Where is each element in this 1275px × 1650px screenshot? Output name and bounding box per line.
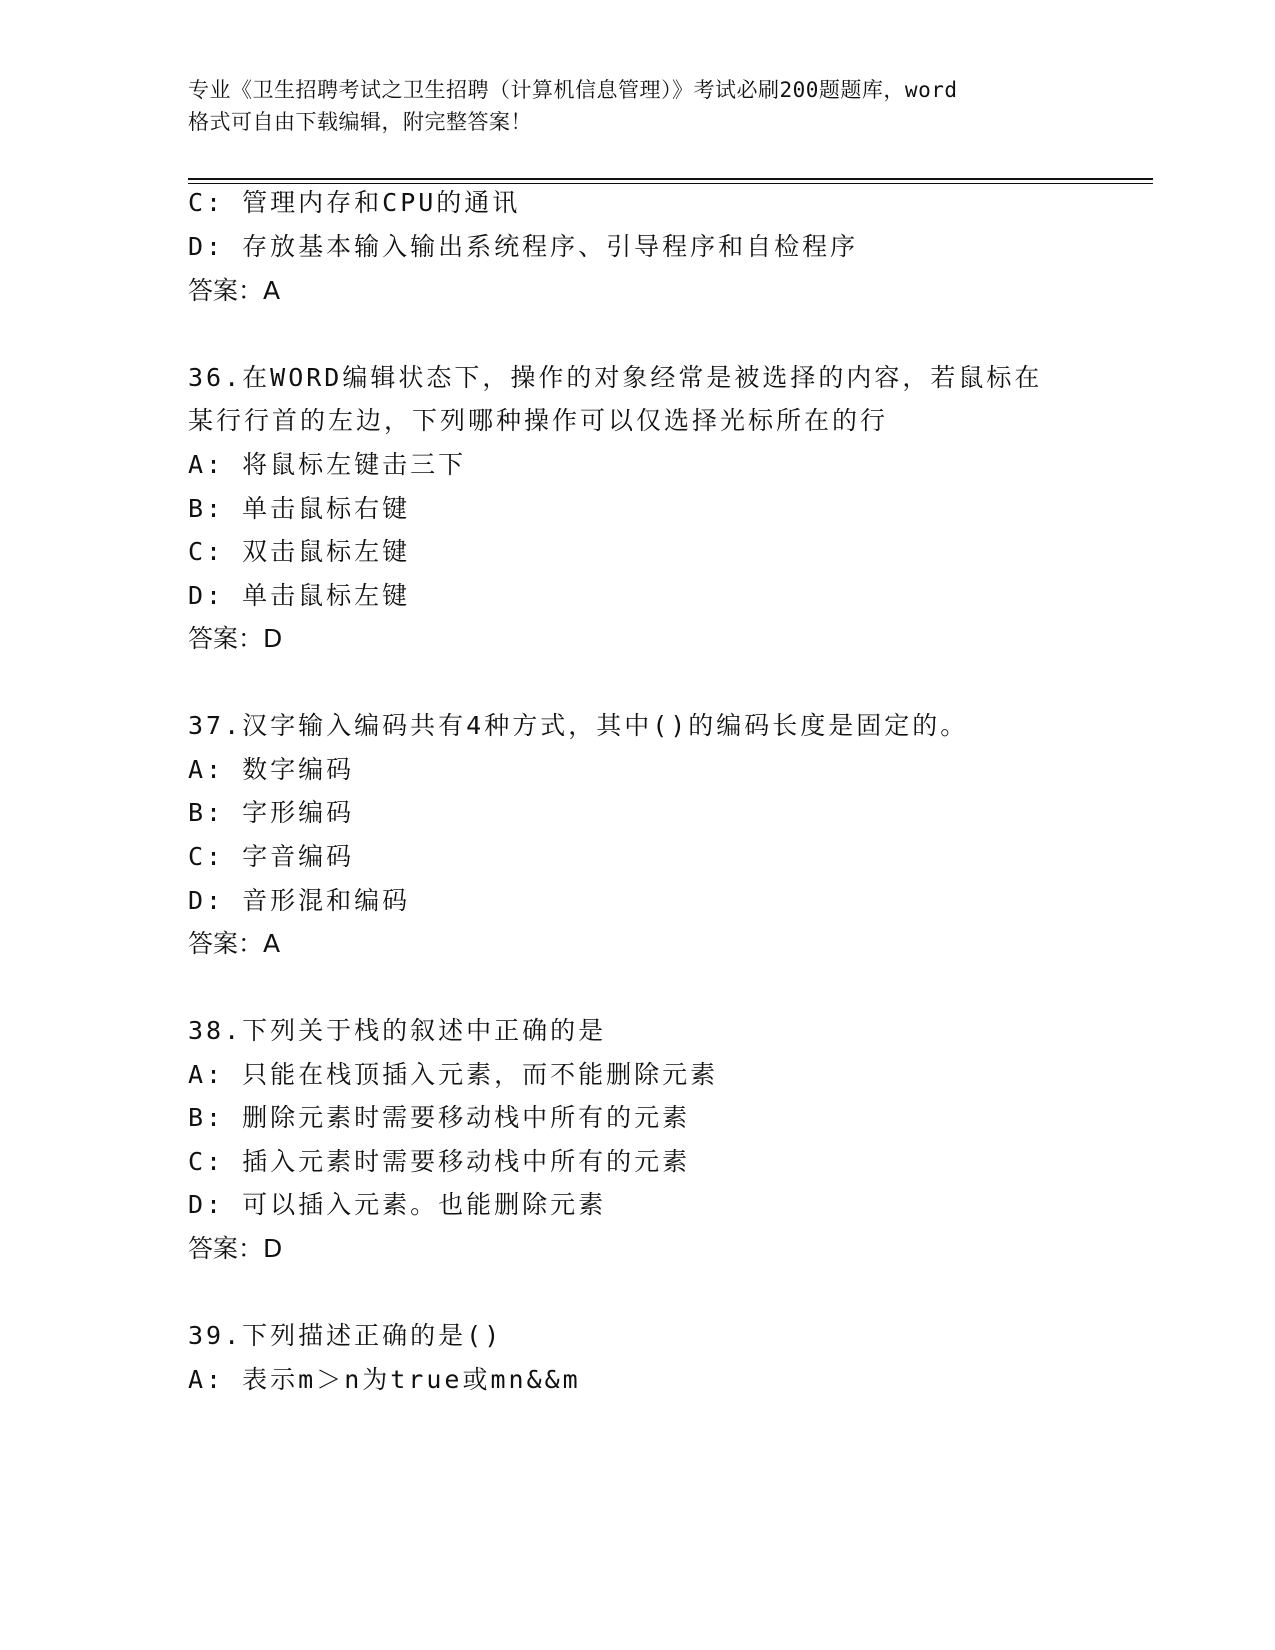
prev-question-option-d: D: 存放基本输入输出系统程序、引导程序和自检程序 — [188, 232, 859, 261]
question-36-option-d: D: 单击鼠标左键 — [188, 581, 411, 610]
question-39-stem: 39.下列描述正确的是() — [188, 1321, 503, 1350]
question-36-stem-line-2: 某行行首的左边，下列哪种操作可以仅选择光标所在的行 — [188, 406, 889, 435]
header-title-line-1: 专业《卫生招聘考试之卫生招聘（计算机信息管理）》考试必刷200题题库，word — [188, 78, 958, 102]
question-37-answer: 答案：A — [188, 929, 281, 958]
question-36-option-c: C: 双击鼠标左键 — [188, 537, 411, 566]
question-38-option-a: A: 只能在栈顶插入元素，而不能删除元素 — [188, 1060, 719, 1089]
question-36-stem-line-1: 36.在WORD编辑状态下，操作的对象经常是被选择的内容，若鼠标在 — [188, 363, 1043, 392]
question-36-option-b: B: 单击鼠标右键 — [188, 494, 411, 523]
question-38-answer: 答案：D — [188, 1234, 283, 1263]
question-36-answer: 答案：D — [188, 624, 283, 653]
question-36-option-a: A: 将鼠标左键击三下 — [188, 450, 467, 479]
question-37-option-a: A: 数字编码 — [188, 755, 355, 784]
prev-question-option-c: C: 管理内存和CPU的通讯 — [188, 188, 521, 217]
prev-question-answer: 答案：A — [188, 276, 281, 305]
question-37-option-d: D: 音形混和编码 — [188, 886, 411, 915]
question-38-option-b: B: 删除元素时需要移动栈中所有的元素 — [188, 1103, 691, 1132]
question-38-stem: 38.下列关于栈的叙述中正确的是 — [188, 1016, 607, 1045]
question-37-stem: 37.汉字输入编码共有4种方式，其中()的编码长度是固定的。 — [188, 711, 969, 740]
header-title-line-2: 格式可自由下载编辑，附完整答案！ — [188, 110, 532, 134]
header-divider-thin — [188, 183, 1153, 184]
question-37-option-c: C: 字音编码 — [188, 842, 355, 871]
header-divider-thick — [188, 178, 1153, 180]
question-38-option-d: D: 可以插入元素。也能删除元素 — [188, 1190, 607, 1219]
question-37-option-b: B: 字形编码 — [188, 798, 355, 827]
document-header — [188, 74, 1088, 138]
question-39-option-a: A: 表示m＞n为true或mn&&m — [188, 1365, 581, 1394]
question-38-option-c: C: 插入元素时需要移动栈中所有的元素 — [188, 1147, 691, 1176]
